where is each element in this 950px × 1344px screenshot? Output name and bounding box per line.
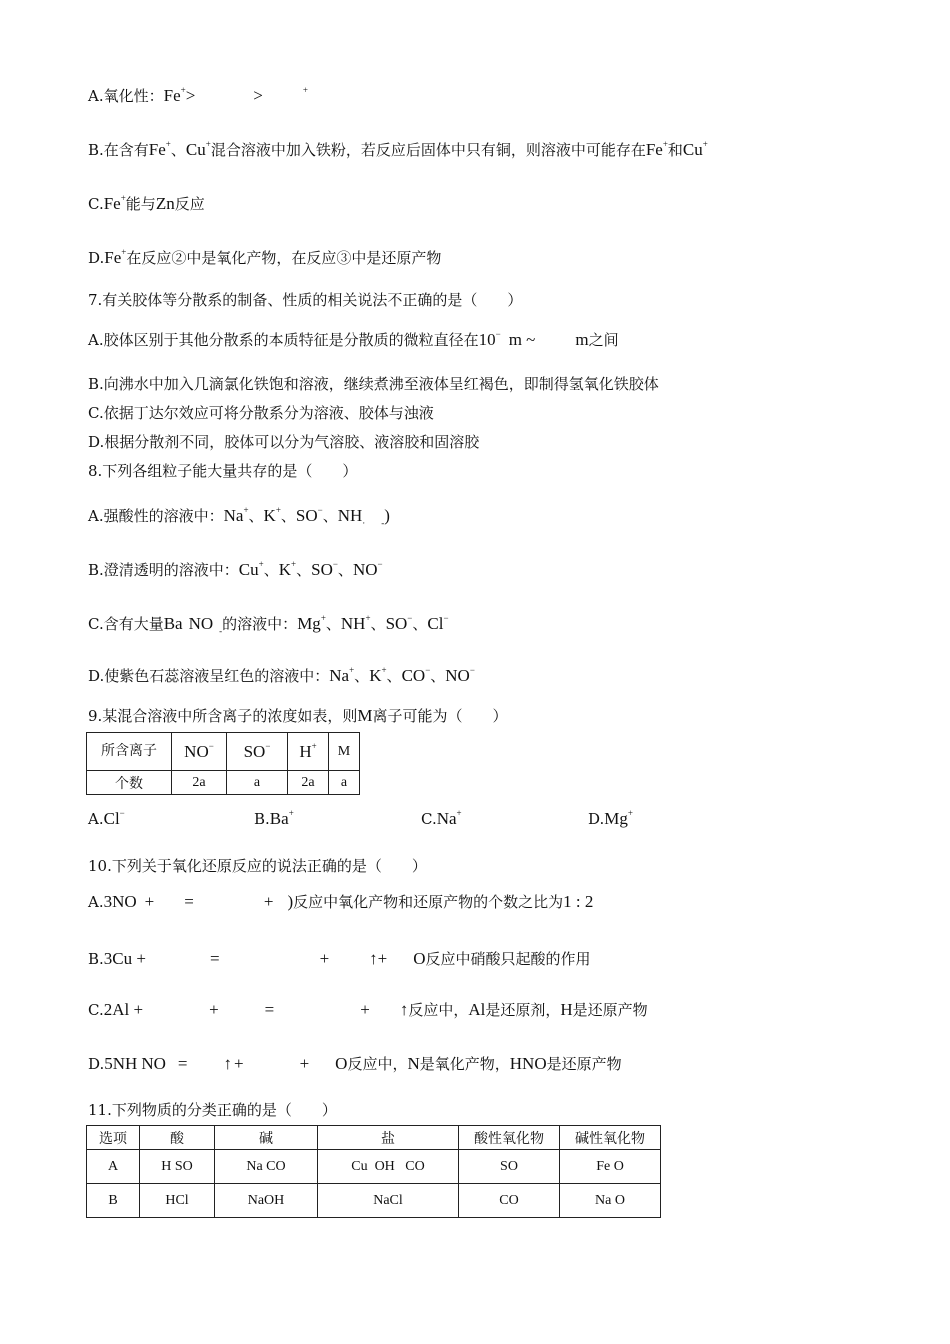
q11-cell: NaOH <box>215 1184 318 1218</box>
q11-cell: B <box>87 1184 140 1218</box>
q9-option-a[interactable]: A.Cl− <box>88 808 125 828</box>
q7-option-d[interactable]: D.根据分散剂不同，胶体可以分为气溶胶、液溶胶和固溶胶 <box>88 433 480 451</box>
q6-option-c[interactable]: C.Fe+能与Zn反应 <box>88 193 205 213</box>
q8-stem: 8.下列各组粒子能大量共存的是（ ） <box>88 462 358 480</box>
q6-option-a[interactable]: A.氧化性：Fe+> > + <box>88 85 308 105</box>
q6-option-b[interactable]: B.在含有Fe+、Cu+混合溶液中加入铁粉，若反应后固体中只有铜，则溶液中可能存在Fe+和Cu+ <box>88 139 708 159</box>
q11-header: 盐 <box>318 1126 459 1150</box>
q10-option-d[interactable]: D.5NH NO = ↑ + + O反应中，N是氧化产物，HNO是还原产物 <box>88 1054 622 1073</box>
q9-header-ion: 所含离子 <box>87 733 172 771</box>
q9-header-h: H+ <box>288 733 329 771</box>
q11-cell: Na O <box>560 1184 661 1218</box>
q10-option-c[interactable]: C.2Al + + = + ↑反应中，Al是还原剂，H是还原产物 <box>88 1000 648 1019</box>
q6-option-d[interactable]: D.Fe+在反应②中是氧化产物，在反应③中是还原产物 <box>88 247 442 267</box>
q9-cell: a <box>329 771 360 795</box>
q11-header: 碱性氧化物 <box>560 1126 661 1150</box>
q11-cell: NaCl <box>318 1184 459 1218</box>
q10-option-b[interactable]: B.3Cu + = + ↑+ O反应中硝酸只起酸的作用 <box>88 949 591 968</box>
q9-row-label: 个数 <box>87 771 172 795</box>
q7-option-c[interactable]: C.依据丁达尔效应可将分散系分为溶液、胶体与浊液 <box>88 404 434 422</box>
q11-header: 酸性氧化物 <box>459 1126 560 1150</box>
q9-header-so4: SO− <box>227 733 288 771</box>
q7-option-a[interactable]: A.胶体区别于其他分散系的本质特征是分散质的微粒直径在10− m ~ m之间 <box>88 329 619 349</box>
q9-header-m: M <box>329 733 360 771</box>
q11-cell: Cu OH CO <box>318 1150 459 1184</box>
q11-cell: Fe O <box>560 1150 661 1184</box>
q8-option-a[interactable]: A.强酸性的溶液中：Na+、K+、SO−、$NH_\cdot$ $_-$) <box>88 505 390 528</box>
q9-stem: 9.某混合溶液中所含离子的浓度如表，则M离子可能为（ ） <box>88 706 508 725</box>
q7-option-b[interactable]: B.向沸水中加入几滴氯化铁饱和溶液，继续煮沸至液体呈红褐色，即制得氢氧化铁胶体 <box>88 375 659 393</box>
q11-cell: CO <box>459 1184 560 1218</box>
q11-header: 酸 <box>140 1126 215 1150</box>
q11-header: 选项 <box>87 1126 140 1150</box>
q9-cell: 2a <box>288 771 329 795</box>
q11-stem: 11.下列物质的分类正确的是（ ） <box>88 1101 337 1119</box>
q9-ion-table <box>86 732 360 795</box>
q11-classification-table <box>86 1125 661 1218</box>
q7-stem: 7.有关胶体等分散系的制备、性质的相关说法不正确的是（ ） <box>88 291 523 309</box>
q9-header-no3: NO− <box>172 733 227 771</box>
q10-stem: 10.下列关于氧化还原反应的说法正确的是（ ） <box>88 857 427 875</box>
q9-option-d[interactable]: D.Mg+ <box>588 808 633 828</box>
q9-option-c[interactable]: C.Na+ <box>421 808 462 828</box>
q11-cell: H SO <box>140 1150 215 1184</box>
q10-option-a[interactable]: A.3NO + = + )反应中氧化产物和还原产物的个数之比为1 : 2 <box>88 892 594 911</box>
q11-cell: SO <box>459 1150 560 1184</box>
q11-cell: A <box>87 1150 140 1184</box>
q9-cell: 2a <box>172 771 227 795</box>
q11-header: 碱 <box>215 1126 318 1150</box>
q8-option-b[interactable]: B.澄清透明的溶液中：Cu+、K+、SO−、NO− <box>88 559 383 579</box>
q8-option-d[interactable]: D.使紫色石蕊溶液呈红色的溶液中：Na+、K+、CO−、NO− <box>88 665 475 685</box>
q11-cell: HCl <box>140 1184 215 1218</box>
q9-option-b[interactable]: B.Ba+ <box>254 808 294 828</box>
q11-row-a <box>87 1150 661 1184</box>
q11-cell: Na CO <box>215 1150 318 1184</box>
q9-cell: a <box>227 771 288 795</box>
q8-option-c[interactable]: C.含有大量Ba NO $_-$的溶液中：Mg+、NH+、SO−、Cl− <box>88 613 449 636</box>
q11-row-b <box>87 1184 661 1218</box>
